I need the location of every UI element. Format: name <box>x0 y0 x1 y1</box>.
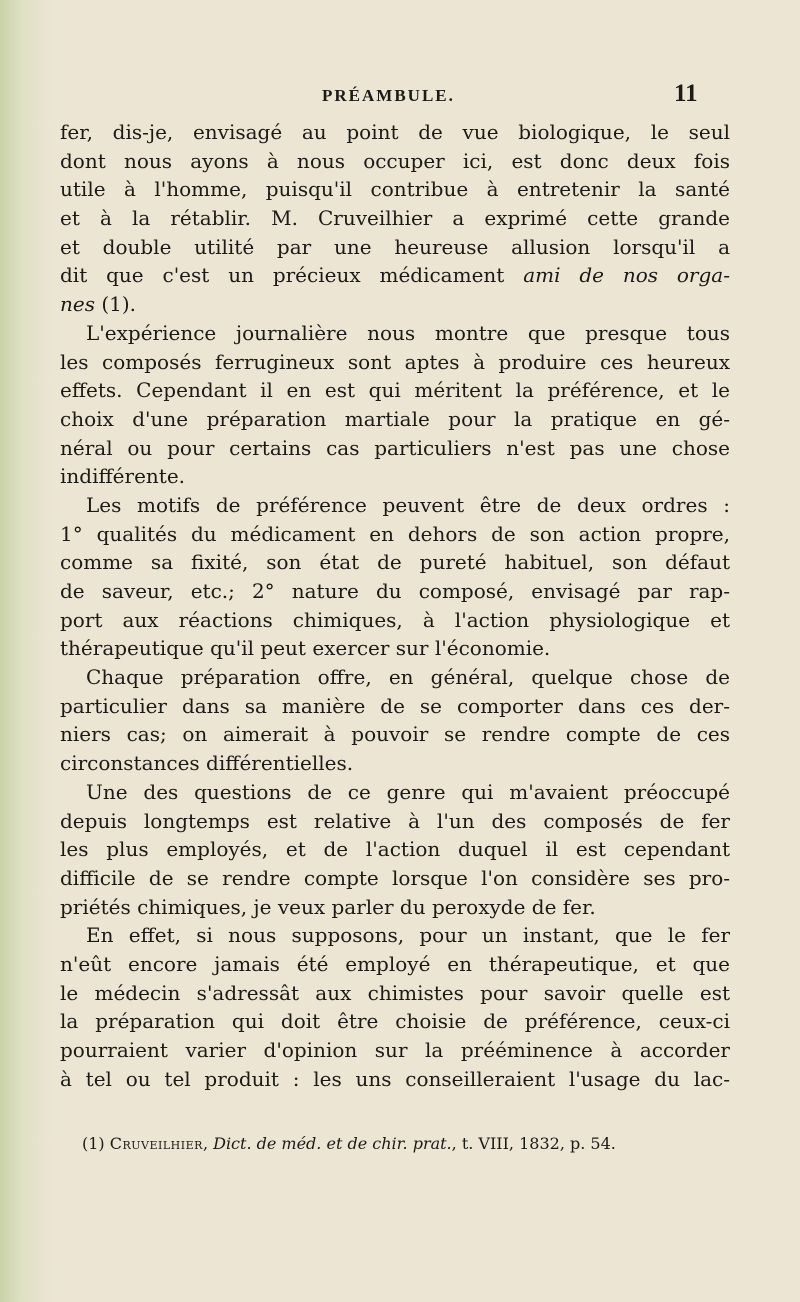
text-line: dont nous ayons à nous occuper ici, est donc deux fois <box>60 148 730 173</box>
footnote-separator: , <box>202 1134 214 1153</box>
text-line: niers cas; on aimerait à pouvoir se rendre compte de ces <box>60 722 730 747</box>
text-line: comme sa fixité, son état de pureté habituel, son défaut <box>60 550 730 575</box>
text-line: port aux réactions chimiques, à l'action physiologique et <box>60 607 730 632</box>
text-line: En effet, si nous supposons, pour un instant, que le fer <box>86 923 730 948</box>
text-line: depuis longtemps est relative à l'un des composés de fer <box>60 808 730 833</box>
text-line: utile à l'homme, puisqu'il contribue à entretenir la santé <box>60 177 730 202</box>
text-line: particulier dans sa manière de se comporter dans ces der- <box>60 693 730 718</box>
text-line: indifférente. <box>60 464 186 489</box>
page-number: 11 <box>674 80 698 107</box>
text-line: 1° qualités du médicament en dehors de son action propre, <box>60 521 730 546</box>
text-line: la préparation qui doit être choisie de préférence, ceux-ci <box>60 1009 730 1034</box>
text-line: les composés ferrugineux sont aptes à produire ces heureux <box>60 349 730 374</box>
page-gutter-shadow <box>0 0 52 1302</box>
text-line: Une des questions de ce genre qui m'avaient préoccupé <box>86 779 730 804</box>
body-text <box>60 118 730 1093</box>
text-run: (1). <box>94 292 137 317</box>
text-line <box>60 290 730 319</box>
running-title: PRÉAMBULE. <box>322 86 455 105</box>
text-line: fer, dis-je, envisagé au point de vue biologique, le seul <box>60 120 730 144</box>
text-line: n'eût encore jamais été employé en thérapeutique, et que <box>60 951 730 976</box>
book-page <box>60 0 760 1302</box>
footnote-details: , t. VIII, 1832, p. 54. <box>451 1134 616 1153</box>
text-line: néral ou pour certains cas particuliers n'est pas une chose <box>60 435 730 460</box>
text-line: priétés chimiques, je veux parler du peroxyde de fer. <box>60 894 596 919</box>
italic-run: ami de nos orga- <box>523 263 730 288</box>
text-line: le médecin s'adressât aux chimistes pour savoir quelle est <box>60 980 730 1005</box>
text-line <box>60 261 730 290</box>
text-line: difficile de se rendre compte lorsque l'on considère ses pro- <box>60 865 730 890</box>
footnote-author: Cruveilhier <box>109 1134 203 1153</box>
text-line: et double utilité par une heureuse allusion lorsqu'il a <box>60 234 730 259</box>
running-head <box>60 80 730 112</box>
text-line: Les motifs de préférence peuvent être de deux ordres : <box>86 492 730 517</box>
italic-run: nes <box>60 292 95 317</box>
text-line: circonstances différentielles. <box>60 751 354 776</box>
text-line: thérapeutique qu'il peut exercer sur l'économie. <box>60 636 551 661</box>
text-line: de saveur, etc.; 2° nature du composé, envisagé par rap- <box>60 579 730 603</box>
text-line: pourraient varier d'opinion sur la prééminence à accorder <box>60 1038 730 1062</box>
text-line: et à la rétablir. M. Cruveilhier a exprimé cette grande <box>60 206 730 231</box>
footnote-title: Dict. de méd. et de chir. prat. <box>213 1134 452 1153</box>
footnote-marker: (1) <box>82 1134 105 1153</box>
text-line: à tel ou tel produit : les uns conseilleraient l'usage du lac- <box>60 1066 730 1091</box>
text-line: Chaque préparation offre, en général, quelque chose de <box>86 665 730 690</box>
text-line: choix d'une préparation martiale pour la pratique en gé- <box>60 406 730 431</box>
text-run: dit que c'est un précieux médicament <box>60 263 524 288</box>
footnote <box>82 1134 730 1154</box>
text-line: les plus employés, et de l'action duquel il est cependant <box>60 837 730 862</box>
text-line: effets. Cependant il en est qui méritent la préférence, et le <box>60 378 730 403</box>
text-line: L'expérience journalière nous montre que presque tous <box>86 320 730 345</box>
